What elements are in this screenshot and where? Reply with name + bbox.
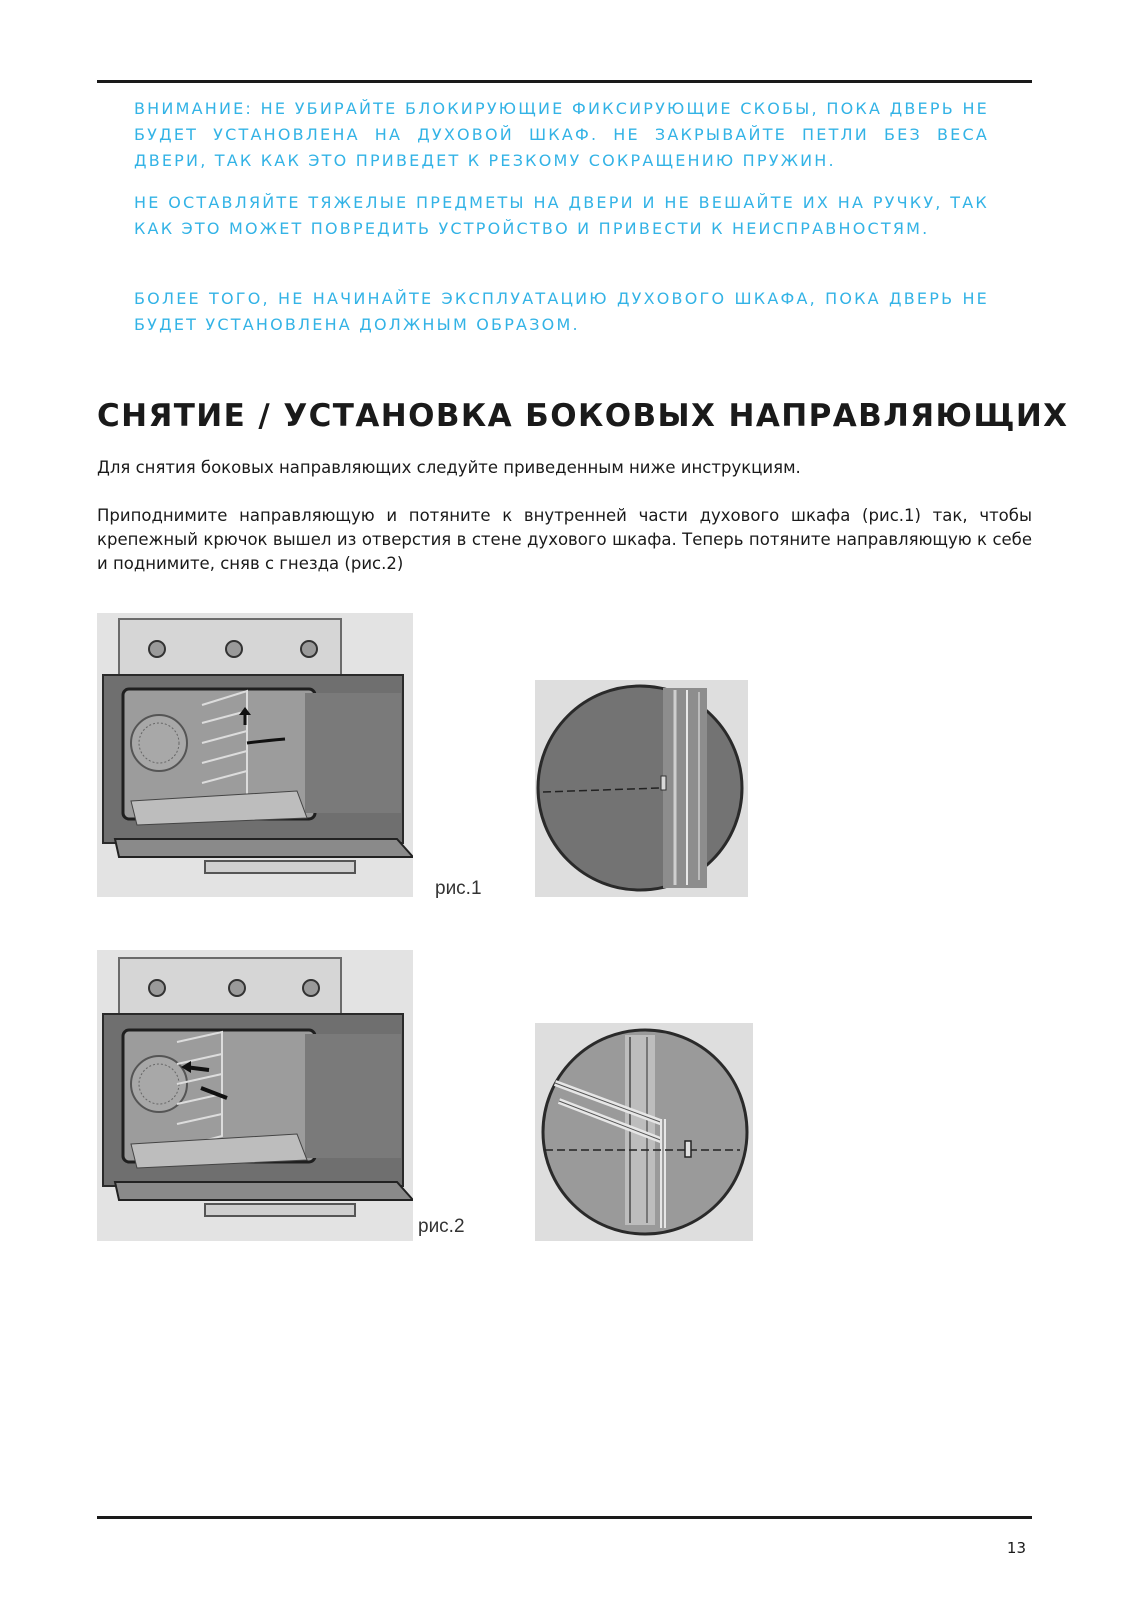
figure-2-detail bbox=[535, 1023, 753, 1241]
figure-1-oven bbox=[97, 613, 413, 897]
top-rule bbox=[97, 80, 1032, 83]
warning-paragraph-1: ВНИМАНИЕ: НЕ УБИРАЙТЕ БЛОКИРУЮЩИЕ ФИКСИРУЮЩИЕ СКОБЫ, ПОКА ДВЕРЬ НЕ БУДЕТ УСТАНОВЛЕНА НА ДУХОВОЙ ШКАФ. НЕ ЗАКРЫВАЙТЕ ПЕТЛИ БЕЗ ВЕСА ДВЕРИ, ТАК КАК ЭТО ПРИВЕДЕТ К РЕЗКОМУ СОКРАЩЕНИЮ ПРУЖИН. bbox=[134, 99, 989, 170]
instruction-paragraph: Приподнимите направляющую и потяните к внутренней части духового шкафа (рис.1) так, чтобы крепежный крючок вышел из отверстия в стене духового шкафа. Теперь потяните направляющую к себе и поднимите, сняв с гнезда (рис.2) bbox=[97, 506, 1032, 573]
warning-paragraph-3: БОЛЕЕ ТОГО, НЕ НАЧИНАЙТЕ ЭКСПЛУАТАЦИЮ ДУХОВОГО ШКАФА, ПОКА ДВЕРЬ НЕ БУДЕТ УСТАНОВЛЕНА ДОЛЖНЫМ ОБРАЗОМ. bbox=[134, 289, 989, 334]
page-number: 13 bbox=[1006, 1539, 1026, 1557]
figure-2-oven bbox=[97, 950, 413, 1241]
figure-2-caption: рис.2 bbox=[418, 1216, 465, 1237]
figure-1-detail bbox=[535, 680, 748, 897]
section-title: СНЯТИЕ / УСТАНОВКА БОКОВЫХ НАПРАВЛЯЮЩИХ bbox=[97, 398, 1069, 434]
bottom-rule bbox=[97, 1516, 1032, 1519]
figure-1-caption: рис.1 bbox=[435, 878, 482, 899]
intro-paragraph: Для снятия боковых направляющих следуйте приведенным ниже инструкциям. bbox=[97, 458, 801, 477]
warning-paragraph-2: НЕ ОСТАВЛЯЙТЕ ТЯЖЕЛЫЕ ПРЕДМЕТЫ НА ДВЕРИ И НЕ ВЕШАЙТЕ ИХ НА РУЧКУ, ТАК КАК ЭТО МОЖЕТ ПОВРЕДИТЬ УСТРОЙСТВО И ПРИВЕСТИ К НЕИСПРАВНОСТЯМ. bbox=[134, 193, 989, 238]
